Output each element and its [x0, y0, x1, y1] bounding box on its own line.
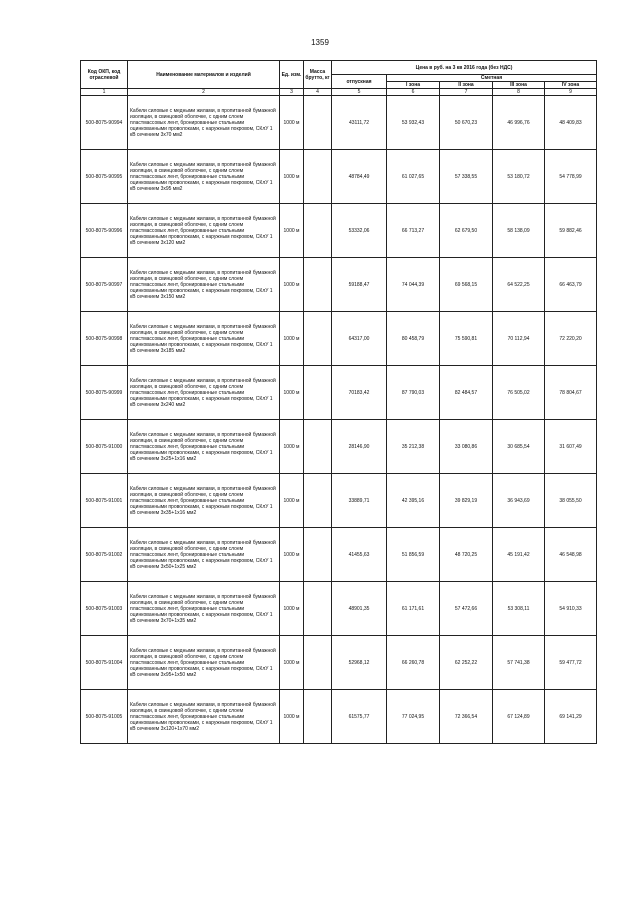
item-mass: [304, 474, 332, 528]
price-zone-1: 51 856,59: [387, 528, 440, 582]
price-zone-4: 31 607,49: [545, 420, 597, 474]
item-unit: 1000 м: [280, 258, 304, 312]
item-name: Кабели силовые с медными жилами, в пропитанной бумажной изоляции, в свинцовой оболочке, с одним слоем пластмассовых лент, бронированные стальными оцинкованными проволоками, с наружным покровом, СКлУ 1 кВ сечением 3х185 мм2: [128, 312, 280, 366]
price-zone-4: 78 804,67: [545, 366, 597, 420]
item-unit: 1000 м: [280, 528, 304, 582]
price-zone-4: 54 778,99: [545, 150, 597, 204]
price-otpusk: 43111,72: [332, 96, 387, 150]
price-otpusk: 33889,71: [332, 474, 387, 528]
table-row: [81, 96, 597, 150]
price-zone-3: 53 308,11: [493, 582, 545, 636]
price-otpusk: 64317,00: [332, 312, 387, 366]
header-unit: Ед. изм.: [280, 61, 304, 89]
price-zone-4: 59 477,72: [545, 636, 597, 690]
price-zone-2: 82 484,57: [440, 366, 493, 420]
item-unit: 1000 м: [280, 582, 304, 636]
price-zone-4: 38 055,50: [545, 474, 597, 528]
header-zone-3: III зона: [493, 82, 545, 89]
item-code: 500-8075-91000: [81, 420, 128, 474]
item-name: Кабели силовые с медными жилами, в пропитанной бумажной изоляции, в свинцовой оболочке, с одним слоем пластмассовых лент, бронированные стальными оцинкованными проволоками, с наружным покровом, СКлУ 1 кВ сечением 3х25+1х16 мм2: [128, 420, 280, 474]
price-zone-4: 46 548,98: [545, 528, 597, 582]
item-mass: [304, 420, 332, 474]
price-otpusk: 53332,06: [332, 204, 387, 258]
price-zone-4: 66 463,79: [545, 258, 597, 312]
item-unit: 1000 м: [280, 204, 304, 258]
price-zone-3: 70 112,94: [493, 312, 545, 366]
price-zone-2: 33 080,86: [440, 420, 493, 474]
col-num: 6: [387, 89, 440, 96]
item-name: Кабели силовые с медными жилами, в пропитанной бумажной изоляции, в свинцовой оболочке, с одним слоем пластмассовых лент, бронированные стальными оцинкованными проволоками, с наружным покровом, СКлУ 1 кВ сечением 3х50+1х25 мм2: [128, 528, 280, 582]
price-zone-1: 35 212,38: [387, 420, 440, 474]
price-zone-2: 62 252,22: [440, 636, 493, 690]
price-zone-2: 50 670,23: [440, 96, 493, 150]
price-zone-4: 48 409,83: [545, 96, 597, 150]
item-mass: [304, 96, 332, 150]
price-zone-1: 74 044,39: [387, 258, 440, 312]
price-zone-2: 48 720,25: [440, 528, 493, 582]
price-zone-2: 62 679,50: [440, 204, 493, 258]
header-code: Код ОКП, код отраслевой: [81, 61, 128, 89]
price-zone-4: 59 882,46: [545, 204, 597, 258]
col-num: 4: [304, 89, 332, 96]
price-zone-1: 53 932,43: [387, 96, 440, 150]
item-unit: 1000 м: [280, 366, 304, 420]
price-zone-3: 53 180,72: [493, 150, 545, 204]
col-num: 5: [332, 89, 387, 96]
header-zone-2: II зона: [440, 82, 493, 89]
price-zone-4: 69 141,29: [545, 690, 597, 744]
table-row: [81, 204, 597, 258]
item-name: Кабели силовые с медными жилами, в пропитанной бумажной изоляции, в свинцовой оболочке, с одним слоем пластмассовых лент, бронированные стальными оцинкованными проволоками, с наружным покровом, СКлУ 1 кВ сечением 3х120+1х70 мм2: [128, 690, 280, 744]
table-row: [81, 690, 597, 744]
price-zone-3: 76 505,02: [493, 366, 545, 420]
price-zone-1: 87 790,03: [387, 366, 440, 420]
table-row: [81, 150, 597, 204]
item-code: 500-8075-90994: [81, 96, 128, 150]
price-zone-2: 57 338,55: [440, 150, 493, 204]
col-num: 9: [545, 89, 597, 96]
item-code: 500-8075-91001: [81, 474, 128, 528]
price-zone-4: 72 220,20: [545, 312, 597, 366]
page-number: 1359: [311, 38, 329, 47]
item-name: Кабели силовые с медными жилами, в пропитанной бумажной изоляции, в свинцовой оболочке, с одним слоем пластмассовых лент, бронированные стальными оцинкованными проволоками, с наружным покровом, СКлУ 1 кВ сечением 3х240 мм2: [128, 366, 280, 420]
price-zone-1: 77 024,95: [387, 690, 440, 744]
item-unit: 1000 м: [280, 420, 304, 474]
item-mass: [304, 528, 332, 582]
item-name: Кабели силовые с медными жилами, в пропитанной бумажной изоляции, в свинцовой оболочке, с одним слоем пластмассовых лент, бронированные стальными оцинкованными проволоками, с наружным покровом, СКлУ 1 кВ сечением 3х70+1х35 мм2: [128, 582, 280, 636]
price-zone-1: 66 260,78: [387, 636, 440, 690]
item-name: Кабели силовые с медными жилами, в пропитанной бумажной изоляции, в свинцовой оболочке, с одним слоем пластмассовых лент, бронированные стальными оцинкованными проволоками, с наружным покровом, СКлУ 1 кВ сечением 3х95 мм2: [128, 150, 280, 204]
item-mass: [304, 366, 332, 420]
item-code: 500-8075-91004: [81, 636, 128, 690]
col-num: 8: [493, 89, 545, 96]
price-otpusk: 41455,63: [332, 528, 387, 582]
header-zone-4: IV зона: [545, 82, 597, 89]
price-otpusk: 48901,35: [332, 582, 387, 636]
item-name: Кабели силовые с медными жилами, в пропитанной бумажной изоляции, в свинцовой оболочке, с одним слоем пластмассовых лент, бронированные стальными оцинкованными проволоками, с наружным покровом, СКлУ 1 кВ сечением 3х70 мм2: [128, 96, 280, 150]
price-zone-3: 58 138,09: [493, 204, 545, 258]
column-numbers-row: [81, 89, 597, 96]
item-name: Кабели силовые с медными жилами, в пропитанной бумажной изоляции, в свинцовой оболочке, с одним слоем пластмассовых лент, бронированные стальными оцинкованными проволоками, с наружным покровом, СКлУ 1 кВ сечением 3х150 мм2: [128, 258, 280, 312]
header-price: Цена в руб. на 3 кв 2016 года (без НДС): [332, 61, 597, 75]
price-zone-1: 80 458,79: [387, 312, 440, 366]
price-zone-3: 30 685,54: [493, 420, 545, 474]
table-row: [81, 636, 597, 690]
item-mass: [304, 204, 332, 258]
table-row: [81, 582, 597, 636]
item-mass: [304, 582, 332, 636]
price-zone-3: 57 741,38: [493, 636, 545, 690]
table-body: [81, 96, 597, 744]
item-code: 500-8075-91003: [81, 582, 128, 636]
col-num: 2: [128, 89, 280, 96]
item-mass: [304, 258, 332, 312]
price-otpusk: 59188,47: [332, 258, 387, 312]
price-zone-4: 54 910,33: [545, 582, 597, 636]
price-zone-3: 67 124,89: [493, 690, 545, 744]
price-zone-1: 66 713,27: [387, 204, 440, 258]
item-unit: 1000 м: [280, 96, 304, 150]
price-otpusk: 52968,12: [332, 636, 387, 690]
price-zone-2: 75 590,81: [440, 312, 493, 366]
item-mass: [304, 690, 332, 744]
price-zone-3: 45 191,42: [493, 528, 545, 582]
col-num: 3: [280, 89, 304, 96]
price-zone-2: 39 829,19: [440, 474, 493, 528]
col-num: 7: [440, 89, 493, 96]
table-row: [81, 312, 597, 366]
item-code: 500-8075-90995: [81, 150, 128, 204]
table-row: [81, 258, 597, 312]
header-zone-1: I зона: [387, 82, 440, 89]
col-num: 1: [81, 89, 128, 96]
header-otpusk: отпускная: [332, 75, 387, 89]
price-table: [80, 60, 597, 744]
price-zone-3: 46 996,76: [493, 96, 545, 150]
price-zone-2: 72 366,54: [440, 690, 493, 744]
item-code: 500-8075-91002: [81, 528, 128, 582]
header-name: Наименование материалов и изделий: [128, 61, 280, 89]
price-otpusk: 28146,90: [332, 420, 387, 474]
table-row: [81, 420, 597, 474]
price-zone-1: 61 027,65: [387, 150, 440, 204]
price-otpusk: 48784,49: [332, 150, 387, 204]
item-unit: 1000 м: [280, 312, 304, 366]
price-otpusk: 70183,42: [332, 366, 387, 420]
item-mass: [304, 636, 332, 690]
item-code: 500-8075-90999: [81, 366, 128, 420]
item-unit: 1000 м: [280, 690, 304, 744]
price-zone-2: 69 568,15: [440, 258, 493, 312]
table-row: [81, 474, 597, 528]
table-row: [81, 366, 597, 420]
item-unit: 1000 м: [280, 474, 304, 528]
item-name: Кабели силовые с медными жилами, в пропитанной бумажной изоляции, в свинцовой оболочке, с одним слоем пластмассовых лент, бронированные стальными оцинкованными проволоками, с наружным покровом, СКлУ 1 кВ сечением 3х35+1х16 мм2: [128, 474, 280, 528]
header-mass: Масса брутто, кг: [304, 61, 332, 89]
price-otpusk: 61575,77: [332, 690, 387, 744]
item-code: 500-8075-90996: [81, 204, 128, 258]
price-zone-3: 36 943,69: [493, 474, 545, 528]
item-code: 500-8075-91005: [81, 690, 128, 744]
item-unit: 1000 м: [280, 636, 304, 690]
item-name: Кабели силовые с медными жилами, в пропитанной бумажной изоляции, в свинцовой оболочке, с одним слоем пластмассовых лент, бронированные стальными оцинкованными проволоками, с наружным покровом, СКлУ 1 кВ сечением 3х120 мм2: [128, 204, 280, 258]
item-mass: [304, 312, 332, 366]
price-zone-1: 61 171,61: [387, 582, 440, 636]
item-code: 500-8075-90997: [81, 258, 128, 312]
item-name: Кабели силовые с медными жилами, в пропитанной бумажной изоляции, в свинцовой оболочке, с одним слоем пластмассовых лент, бронированные стальными оцинкованными проволоками, с наружным покровом, СКлУ 1 кВ сечением 3х95+1х50 мм2: [128, 636, 280, 690]
item-code: 500-8075-90998: [81, 312, 128, 366]
item-mass: [304, 150, 332, 204]
price-zone-3: 64 522,25: [493, 258, 545, 312]
price-zone-2: 57 472,66: [440, 582, 493, 636]
item-unit: 1000 м: [280, 150, 304, 204]
table-row: [81, 528, 597, 582]
header-smetnaya: Сметная: [387, 75, 597, 82]
price-zone-1: 42 395,16: [387, 474, 440, 528]
